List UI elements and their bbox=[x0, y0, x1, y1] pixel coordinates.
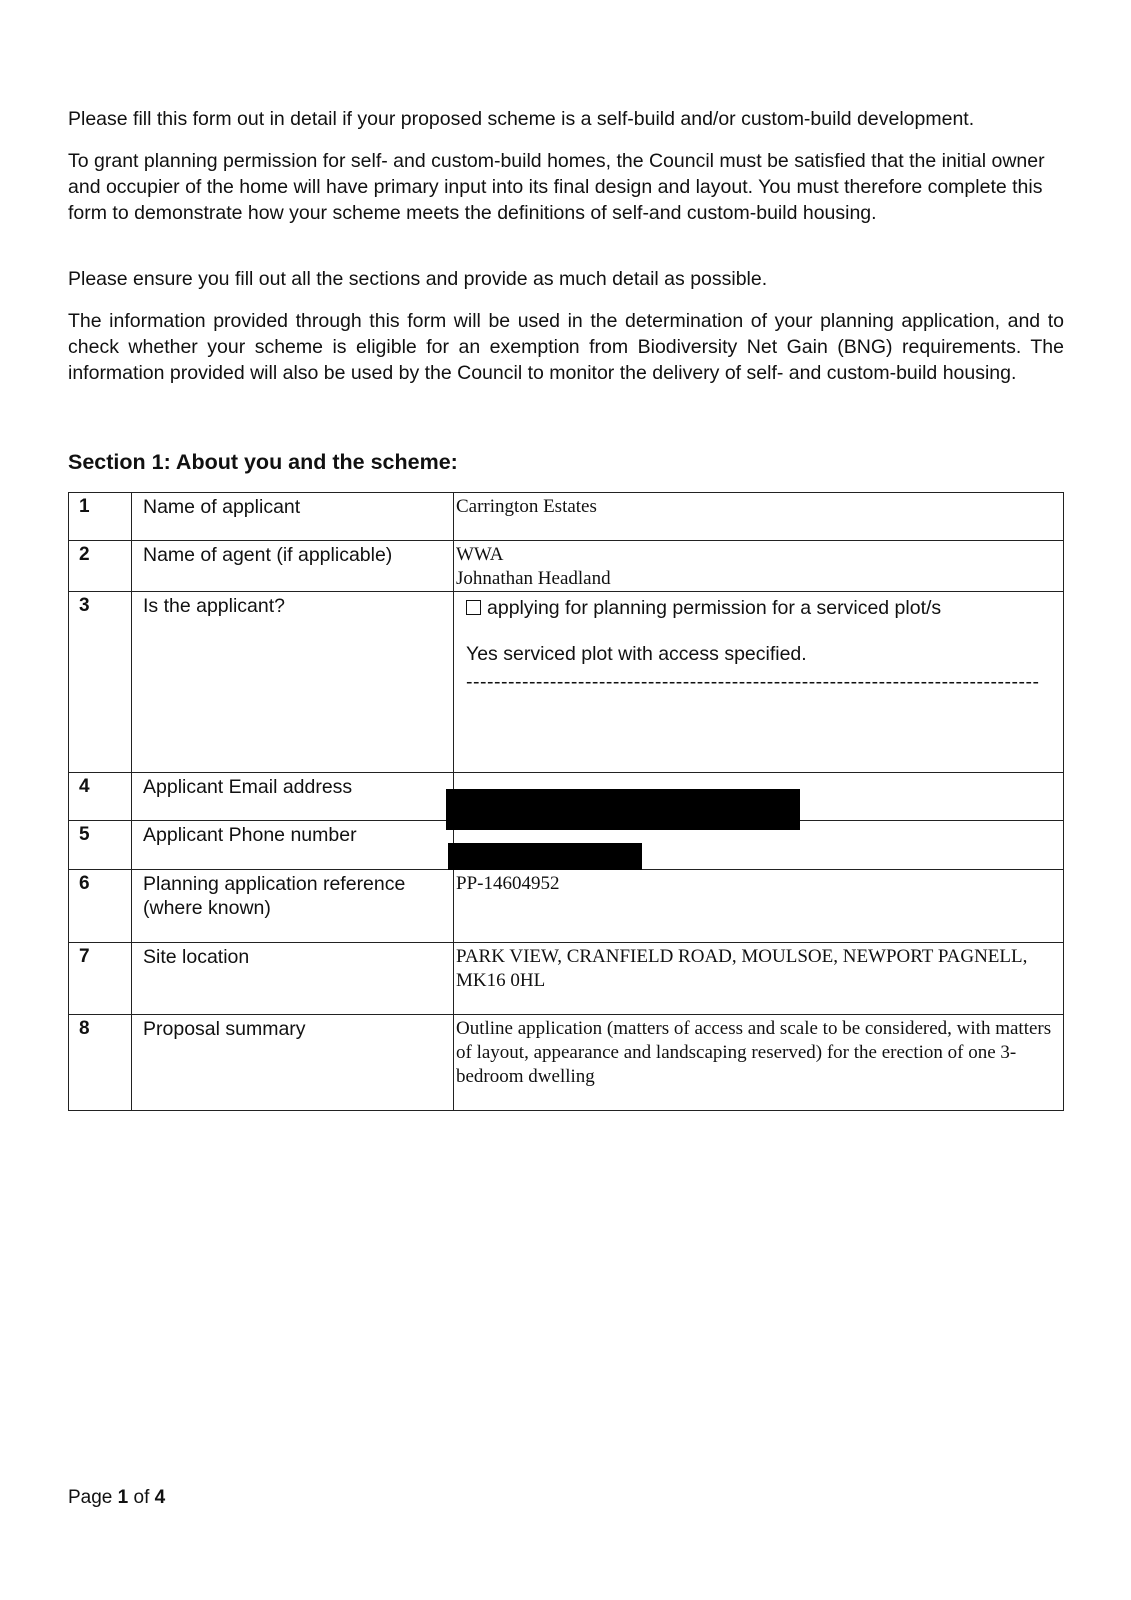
intro-paragraph-3: Please ensure you fill out all the sections and provide as much detail as possible. bbox=[68, 268, 768, 290]
table-row bbox=[69, 493, 1064, 541]
row-number: 3 bbox=[69, 592, 132, 773]
applicant-type-value bbox=[454, 592, 1064, 773]
site-location-value: PARK VIEW, CRANFIELD ROAD, MOULSOE, NEWPORT PAGNELL, MK16 0HL bbox=[454, 943, 1064, 1015]
row-number: 5 bbox=[69, 821, 132, 870]
applicant-type-answer: Yes serviced plot with access specified. bbox=[466, 643, 807, 665]
checkbox-icon[interactable] bbox=[466, 600, 481, 615]
table-row bbox=[69, 943, 1064, 1015]
footer-middle: of bbox=[128, 1487, 155, 1508]
intro-paragraph-1: Please fill this form out in detail if your proposed scheme is a self-build and/or custom-build development. bbox=[68, 108, 975, 130]
row-number: 8 bbox=[69, 1015, 132, 1111]
serviced-plot-option[interactable] bbox=[466, 596, 1063, 620]
row-number: 1 bbox=[69, 493, 132, 541]
table-row bbox=[69, 592, 1064, 773]
footer-prefix: Page bbox=[68, 1487, 118, 1508]
row-label: Is the applicant? bbox=[132, 592, 454, 773]
page-footer bbox=[68, 1486, 165, 1510]
applicant-name-value: Carrington Estates bbox=[454, 493, 1064, 541]
row-label: Planning application reference (where known) bbox=[132, 870, 454, 943]
total-pages: 4 bbox=[154, 1487, 166, 1508]
intro-paragraph-4: The information provided through this form will be used in the determination of your planning application, and to check whether your scheme is eligible for an exemption from Biodiversity Net Gain (BNG) requirements. The information provided will also be used by the Council to monitor the delivery of self- and custom-build housing. bbox=[68, 310, 1064, 384]
table-row bbox=[69, 541, 1064, 592]
intro-paragraph-2: To grant planning permission for self- and custom-build homes, the Council must be satisfied that the initial owner and occupier of the home will have primary input into its final design and layout. You must therefore complete this form to demonstrate how your scheme meets the definitions of self-and custom-build housing. bbox=[68, 150, 1045, 224]
row-label: Site location bbox=[132, 943, 454, 1015]
agent-name-value bbox=[454, 541, 1064, 592]
applicant-details-table bbox=[68, 492, 1064, 1111]
row-number: 2 bbox=[69, 541, 132, 592]
dashed-separator: ---------------------------------------------------------------------------------- bbox=[466, 672, 1040, 692]
proposal-summary-value: Outline application (matters of access and scale to be considered, with matters of layout, appearance and landscaping reserved) for the erection of one 3-bedroom dwelling bbox=[454, 1015, 1064, 1111]
row-label: Name of applicant bbox=[132, 493, 454, 541]
agent-person: Johnathan Headland bbox=[456, 568, 611, 589]
row-label: Proposal summary bbox=[132, 1015, 454, 1111]
planning-reference-value: PP-14604952 bbox=[454, 870, 1064, 943]
table-row bbox=[69, 821, 1064, 870]
row-label: Applicant Phone number bbox=[132, 821, 454, 870]
redacted-phone bbox=[448, 843, 642, 870]
row-number: 7 bbox=[69, 943, 132, 1015]
row-label: Applicant Email address bbox=[132, 773, 454, 821]
table-row bbox=[69, 1015, 1064, 1111]
table-row bbox=[69, 773, 1064, 821]
applicant-phone-value bbox=[454, 821, 1064, 870]
current-page: 1 bbox=[117, 1487, 129, 1508]
serviced-plot-option-label: applying for planning permission for a serviced plot/s bbox=[487, 597, 942, 619]
applicant-email-value bbox=[454, 773, 1064, 821]
row-label: Name of agent (if applicable) bbox=[132, 541, 454, 592]
table-row bbox=[69, 870, 1064, 943]
section-heading: Section 1: About you and the scheme: bbox=[68, 450, 458, 474]
row-number: 4 bbox=[69, 773, 132, 821]
row-number: 6 bbox=[69, 870, 132, 943]
agent-company: WWA bbox=[456, 544, 504, 565]
